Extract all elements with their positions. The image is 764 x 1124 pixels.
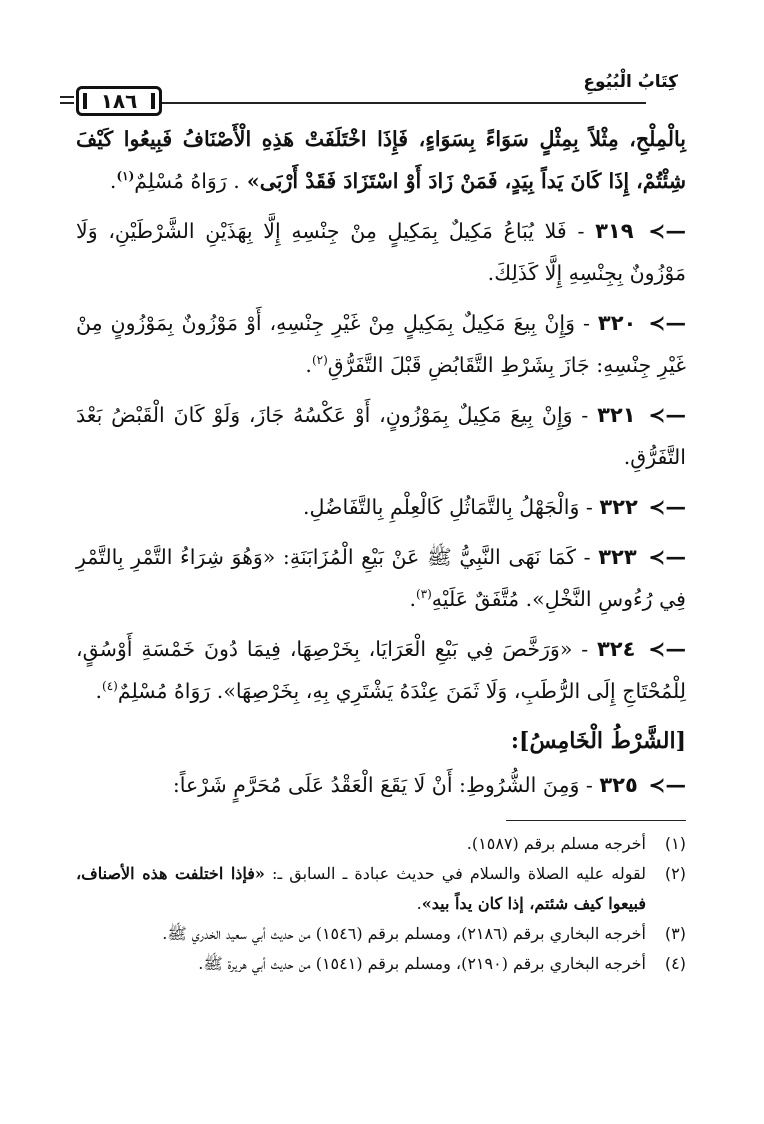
paragraph-322: [76, 486, 686, 528]
footnote-intro: لقوله عليه الصلاة والسلام في حديث عبادة ـ السابق ـ:: [272, 864, 646, 883]
paragraph-319: [76, 210, 686, 294]
footnote-ref: (١): [116, 169, 135, 184]
paragraph-number: ٣٢٤: [596, 637, 636, 661]
footnote-end: .: [416, 894, 422, 913]
arrow-marker-icon: —≻: [648, 403, 686, 427]
paragraph-324: [76, 628, 686, 712]
paragraph-number: ٣٢٢: [599, 495, 638, 519]
footnote-text: [76, 859, 646, 919]
arrow-marker-icon: —≻: [648, 495, 686, 519]
paragraph-325: [76, 764, 686, 806]
hadith-quote: بِالْمِلْحِ، مِثْلاً بِمِثْلٍ سَوَاءً بِسَوَاءٍ، فَإِذَا اخْتَلَفَتْ هَذِهِ الْأَصْنَافُ فَبِيعُوا كَيْفَ شِئْتُمْ، إِذَا كَانَ يَداً بِيَدٍ، فَمَنْ زَادَ أَوْ اسْتَزَادَ فَقَدْ أَرْبَى»: [76, 127, 686, 193]
paragraph-number: ٣٢٥: [599, 773, 638, 797]
page-header: [76, 60, 686, 118]
footnote-text: أخرجه البخاري برقم (٢١٩٠)، ومسلم برقم (١٥٤١) من حديث أبي هريرة ﷺ.: [198, 954, 646, 973]
footnote-item: [76, 949, 686, 979]
paragraph-321: [76, 394, 686, 478]
book-page: [76, 60, 686, 1060]
footnote-item: [76, 919, 686, 949]
paragraph-text: - كَمَا نَهَى النَّبِيُّ ﷺ عَنْ بَيْعِ الْمُزَابَنَةِ: «وَهُوَ شِرَاءُ التَّمْرِ بِالتَّمْرِ فِي رُءُوسِ النَّخْلِ». مُتَّفَقٌ عَلَيْهِ: [76, 545, 686, 611]
footnote-text: أخرجه البخاري برقم (٢١٨٦)، ومسلم برقم (١٥٤٦) من حديث أبي سعيد الخدري ﷺ.: [162, 924, 646, 943]
continued-hadith: [76, 118, 686, 202]
footnotes: [76, 829, 686, 979]
page-number-frame: [76, 86, 162, 116]
paragraph-text: - «وَرَخَّصَ فِي بَيْعِ الْعَرَايَا، بِخَرْصِهَا، فِيمَا دُونَ خَمْسَةِ أَوْسُقٍ، لِلْمُحْتَاجِ إِلَى الرُّطَبِ، وَلَا ثَمَنَ عِنْدَهُ يَشْتَرِي بِهِ، بِخَرْصِهَا». رَوَاهُ مُسْلِمٌ: [76, 637, 686, 703]
paragraph-323: [76, 536, 686, 620]
arrow-marker-icon: —≻: [648, 219, 686, 243]
book-title: كِتَابُ الْبُيُوعِ: [583, 72, 678, 92]
section-heading: [الشَّرْطُ الْخَامِسُ]:: [510, 728, 686, 754]
footnote-divider: [506, 820, 686, 821]
sentence-end: .: [305, 353, 312, 377]
paragraph-320: [76, 302, 686, 386]
footnote-number: (٣): [664, 924, 686, 943]
paragraph-number: ٣١٩: [595, 219, 634, 243]
paragraph-number: ٣٢٠: [597, 311, 637, 335]
header-ornament: [60, 96, 74, 98]
footnote-number: (٤): [664, 954, 686, 973]
arrow-marker-icon: —≻: [648, 545, 686, 569]
footnote-ref: (٤): [102, 679, 118, 694]
arrow-marker-icon: —≻: [648, 773, 686, 797]
page-number: ١٨٦: [100, 89, 138, 113]
paragraph-text: - وَمِنَ الشُّرُوطِ: أَنْ لَا يَقَعَ الْعَقْدُ عَلَى مُحَرَّمٍ شَرْعاً:: [172, 773, 593, 797]
paragraph-text: - وَإِنْ بِيعَ مَكِيلٌ بِمَوْزُونٍ، أَوْ عَكْسُهُ جَازَ، وَلَوْ كَانَ الْقَبْضُ بَعْدَ التَّفَرُّقِ.: [76, 403, 686, 469]
paragraph-text: - وَإِنْ بِيعَ مَكِيلٌ بِمَكِيلٍ مِنْ غَيْرِ جِنْسِهِ، أَوْ مَوْزُونٌ بِمَوْزُونٍ مِنْ غَيْرِ جِنْسِهِ: جَازَ بِشَرْطِ التَّقَابُضِ قَبْلَ التَّفَرُّقِ: [76, 311, 686, 377]
footnote-item: [76, 829, 686, 859]
hadith-reference: . رَوَاهُ مُسْلِمٌ: [134, 169, 240, 193]
paragraph-number: ٣٢١: [597, 403, 636, 427]
footnote-number: (١): [664, 834, 686, 853]
arrow-marker-icon: —≻: [648, 311, 686, 335]
footnote-quote: «فإذا اختلفت هذه الأصناف، فبيعوا كيف شئتم، إذا كان يداً بيد»: [76, 864, 646, 913]
footnote-ref: (٢): [311, 353, 328, 368]
paragraph-text: - وَالْجَهْلُ بِالتَّمَاثُلِ كَالْعِلْمِ بِالتَّفَاضُلِ.: [303, 495, 593, 519]
paragraph-number: ٣٢٣: [598, 545, 637, 569]
arrow-marker-icon: —≻: [648, 637, 686, 661]
main-text: [76, 118, 686, 806]
sentence-end: .: [409, 587, 416, 611]
footnote-text: أخرجه مسلم برقم (١٥٨٧).: [466, 834, 646, 853]
footnote-ref: (٣): [415, 587, 432, 602]
paragraph-text: - فَلا يُبَاعُ مَكِيلٌ بِمَكِيلٍ مِنْ جِنْسِهِ إِلَّا بِهَذَيْنِ الشَّرْطَيْنِ، وَلَا مَوْزُونٌ بِجِنْسِهِ إِلَّا كَذَلِكَ.: [76, 219, 686, 285]
footnote-item: [76, 859, 686, 919]
sentence-end: .: [95, 679, 103, 703]
sentence-end: .: [109, 169, 117, 193]
footnote-number: (٢): [664, 864, 686, 883]
